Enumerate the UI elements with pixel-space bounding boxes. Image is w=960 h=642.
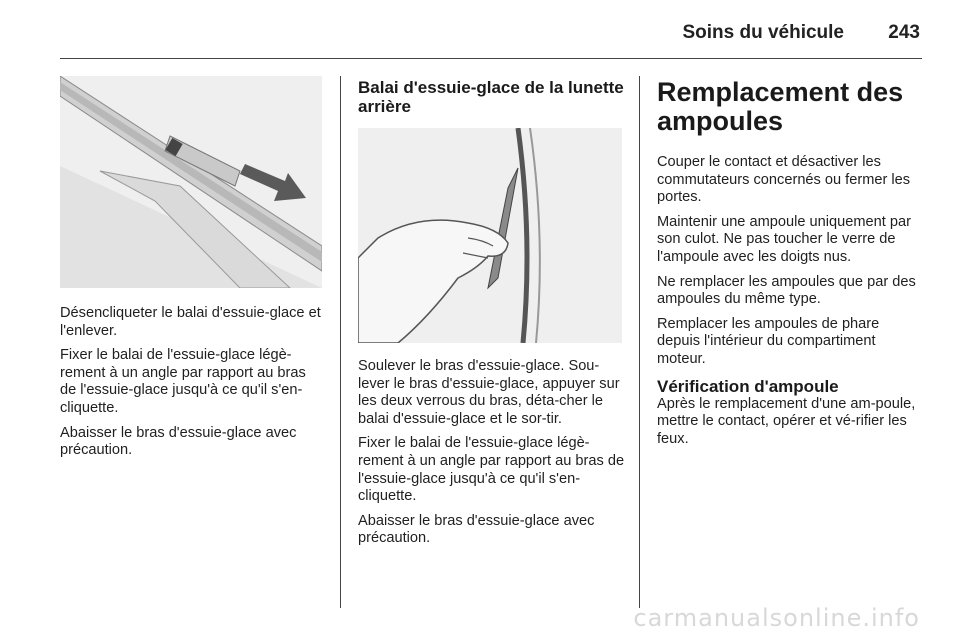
wiper-blade-illustration	[60, 76, 322, 288]
wiper-blade-drawing	[60, 76, 322, 288]
column-2-text	[358, 358, 626, 555]
page-number: 243	[888, 22, 920, 43]
paragraph: Ne remplacer les ampoules que par des ampoules du même type.	[657, 273, 916, 308]
watermark: carmanualsonline.info	[633, 604, 920, 632]
paragraph: Soulever le bras d'essuie-glace. Sou-lever le bras d'essuie-glace, appuyer sur les deux verrous du bras, déta-cher le balai d'essuie-glace et le sor-tir.	[358, 358, 620, 427]
paragraph: Maintenir une ampoule uniquement par son culot. Ne pas toucher le verre de l'ampoule avec les doigts nus.	[657, 213, 911, 265]
column-1-text	[60, 305, 326, 467]
rear-wiper-heading: Balai d'essuie-glace de la lunette arrière	[358, 78, 624, 116]
bulb-replacement-heading: Remplacement des ampoules	[657, 77, 904, 136]
paragraph: Fixer le balai de l'essuie-glace légè-rement à un angle par rapport au bras de l'essuie-glace jusqu'à ce qu'il s'en-cliquette.	[358, 435, 625, 505]
paragraph: Fixer le balai de l'essuie-glace légè-rement à un angle par rapport au bras de l'essuie-glace jusqu'à ce qu'il s'en-cliquette.	[60, 347, 306, 416]
paragraph: Couper le contact et désactiver les commutateurs concernés ou fermer les portes.	[657, 154, 911, 206]
section-title: Soins du véhicule	[682, 22, 844, 43]
paragraph: Désencliqueter le balai d'essuie-glace et l'enlever.	[60, 305, 321, 339]
rear-wiper-drawing	[358, 128, 622, 343]
paragraph: Abaisser le bras d'essuie-glace avec précaution.	[60, 424, 297, 459]
column-divider-2	[639, 76, 640, 608]
bulb-check-heading: Vérification d'ampoule	[657, 376, 839, 396]
page-header	[60, 14, 922, 59]
rear-wiper-illustration	[358, 128, 622, 343]
paragraph: Abaisser le bras d'essuie-glace avec précaution.	[358, 512, 595, 547]
paragraph: Après le remplacement d'une am-poule, mettre le contact, opérer et vé-rifier les feux.	[657, 395, 916, 447]
column-2-heading-block	[358, 78, 624, 126]
column-divider-1	[340, 76, 341, 608]
paragraph: Remplacer les ampoules de phare depuis l'intérieur du compartiment moteur.	[657, 315, 880, 367]
column-3-text	[657, 78, 923, 455]
